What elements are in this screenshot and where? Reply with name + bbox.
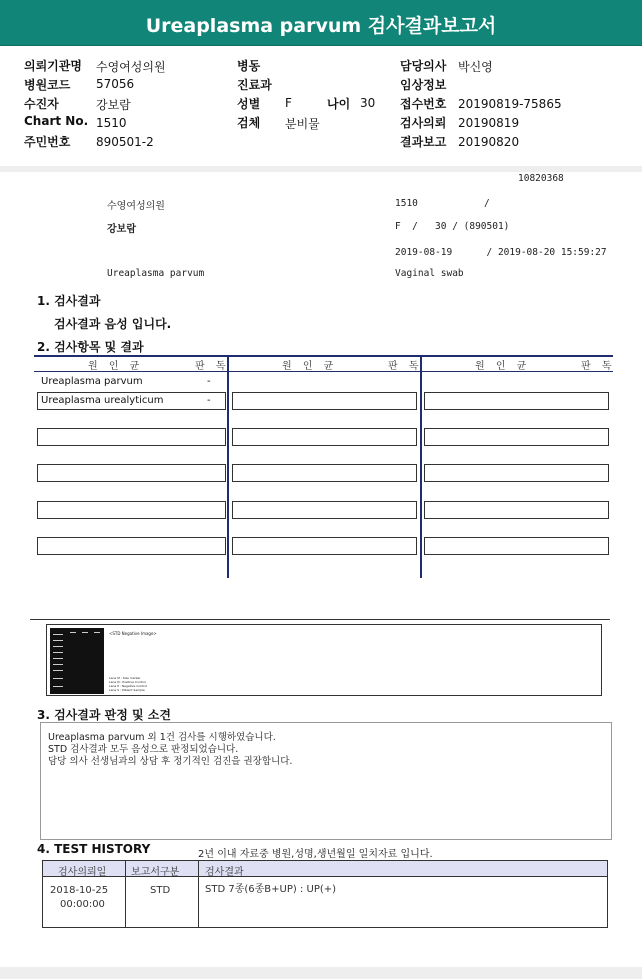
gel-legend-item: Lane N : Positive Control <box>109 680 146 684</box>
info-name: 강보람 <box>107 224 136 235</box>
pathogen-name: Ureaplasma urealyticum <box>41 395 164 406</box>
request-label: 검사의뢰 <box>400 116 447 130</box>
history-note: 2년 이내 자료중 병원,성명,생년월일 일치자료 입니다. <box>198 849 433 860</box>
history-table-header <box>42 860 608 877</box>
empty-cell <box>232 501 417 519</box>
report-code: 10820368 <box>518 173 564 184</box>
chart-label: Chart No. <box>24 114 89 128</box>
info-test-name: Ureaplasma parvum <box>107 268 205 279</box>
empty-cell <box>232 537 417 555</box>
chart-value: 1510 <box>96 116 127 130</box>
empty-cell <box>424 428 609 446</box>
gel-legend <box>109 676 147 692</box>
pathogen-result: - <box>207 395 211 406</box>
empty-cell <box>232 392 417 410</box>
pathogen-name: Ureaplasma parvum <box>41 376 143 387</box>
section-divider <box>30 619 610 620</box>
info-chart: 1510 <box>395 198 418 209</box>
history-col-type: 보고서구분 <box>131 867 180 878</box>
history-col-date: 검사의뢰일 <box>58 867 107 878</box>
hospital-code-label: 병원코드 <box>24 78 71 92</box>
recipient-label: 수진자 <box>24 97 59 111</box>
clinical-label: 임상정보 <box>400 78 447 92</box>
col-pathogen-3: 원 인 균 <box>475 361 531 372</box>
recipient-value: 강보람 <box>96 98 131 112</box>
section4-heading: 4. TEST HISTORY <box>37 842 151 856</box>
history-type: STD <box>150 885 171 896</box>
ward-label: 병동 <box>237 59 261 73</box>
info-slash: / <box>484 198 490 209</box>
col-result-3: 판 독 <box>581 361 616 372</box>
receipt-value: 20190819-75865 <box>458 97 562 111</box>
sex-label: 성별 <box>237 97 261 111</box>
institution-label: 의뢰기관명 <box>24 59 82 73</box>
dept-label: 진료과 <box>237 78 272 92</box>
history-date: 2018-10-25 <box>50 885 109 896</box>
institution-value: 수영여성의원 <box>96 60 166 74</box>
info-dates: 2019-08-19 / 2019-08-20 15:59:27 <box>395 247 607 258</box>
history-result: STD 7종(6종B+UP) : UP(+) <box>205 884 337 895</box>
history-col-divider <box>198 860 199 928</box>
hospital-code-value: 57056 <box>96 77 135 91</box>
gel-electrophoresis-image <box>50 628 104 694</box>
doctor-value: 박신영 <box>458 60 493 74</box>
info-institution: 수영여성의원 <box>107 201 165 212</box>
empty-cell <box>424 464 609 482</box>
table-col-divider-1 <box>227 355 229 578</box>
empty-cell <box>424 392 609 410</box>
empty-cell <box>37 428 226 446</box>
gel-legend-item: Lane M : Size marker <box>109 676 141 680</box>
specimen-label: 검체 <box>237 116 261 130</box>
section1-heading: 1. 검사결과 <box>37 294 101 308</box>
age-label: 나이 <box>327 97 351 111</box>
empty-cell <box>232 428 417 446</box>
info-sex-age: F / 30 / (890501) <box>395 221 510 232</box>
pathogen-result: - <box>207 376 211 387</box>
page-footer-band <box>0 967 642 979</box>
info-specimen: Vaginal swab <box>395 268 464 279</box>
opinion-line: 담당 의사 선생님과의 상담 후 정기적인 검진을 권장합니다. <box>48 756 293 767</box>
opinion-line: Ureaplasma parvum 외 1건 검사를 시행하였습니다. <box>48 732 276 743</box>
col-result-1: 판 독 <box>195 361 230 372</box>
opinion-line: STD 검사결과 모두 음성으로 판정되었습니다. <box>48 744 239 755</box>
gel-legend-item: Lane S : Patient Sample <box>109 688 145 692</box>
col-result-2: 판 독 <box>388 361 423 372</box>
resident-value: 890501-2 <box>96 135 154 149</box>
institution-row <box>24 57 82 74</box>
report-value: 20190820 <box>458 135 520 149</box>
empty-cell <box>37 537 226 555</box>
age-value: 30 <box>360 96 376 110</box>
empty-cell <box>37 464 226 482</box>
header-divider <box>0 166 642 172</box>
empty-cell <box>424 537 609 555</box>
empty-cell <box>37 501 226 519</box>
doctor-label: 담당의사 <box>400 59 447 73</box>
table-row <box>37 392 226 410</box>
sex-value: F <box>285 96 292 110</box>
history-col-divider <box>125 860 126 928</box>
empty-cell <box>232 464 417 482</box>
empty-cell <box>424 501 609 519</box>
col-pathogen-1: 원 인 균 <box>88 361 144 372</box>
history-time: 00:00:00 <box>60 899 105 910</box>
section3-heading: 3. 검사결과 판정 및 소견 <box>37 708 171 722</box>
report-label: 결과보고 <box>400 135 447 149</box>
result-summary: 검사결과 음성 입니다. <box>54 317 172 331</box>
receipt-label: 접수번호 <box>400 97 447 111</box>
resident-label: 주민번호 <box>24 135 71 149</box>
section2-heading: 2. 검사항목 및 결과 <box>37 340 144 354</box>
request-value: 20190819 <box>458 116 520 130</box>
specimen-value: 분비물 <box>285 117 320 131</box>
gel-legend-item: Lane P : Negative Control <box>109 684 148 688</box>
gel-caption: <STD Negative Image> <box>109 631 157 636</box>
table-col-divider-2 <box>420 355 422 578</box>
col-pathogen-2: 원 인 균 <box>282 361 338 372</box>
report-title: Ureaplasma parvum 검사결과보고서 <box>0 0 642 46</box>
history-col-result: 검사결과 <box>205 867 244 878</box>
